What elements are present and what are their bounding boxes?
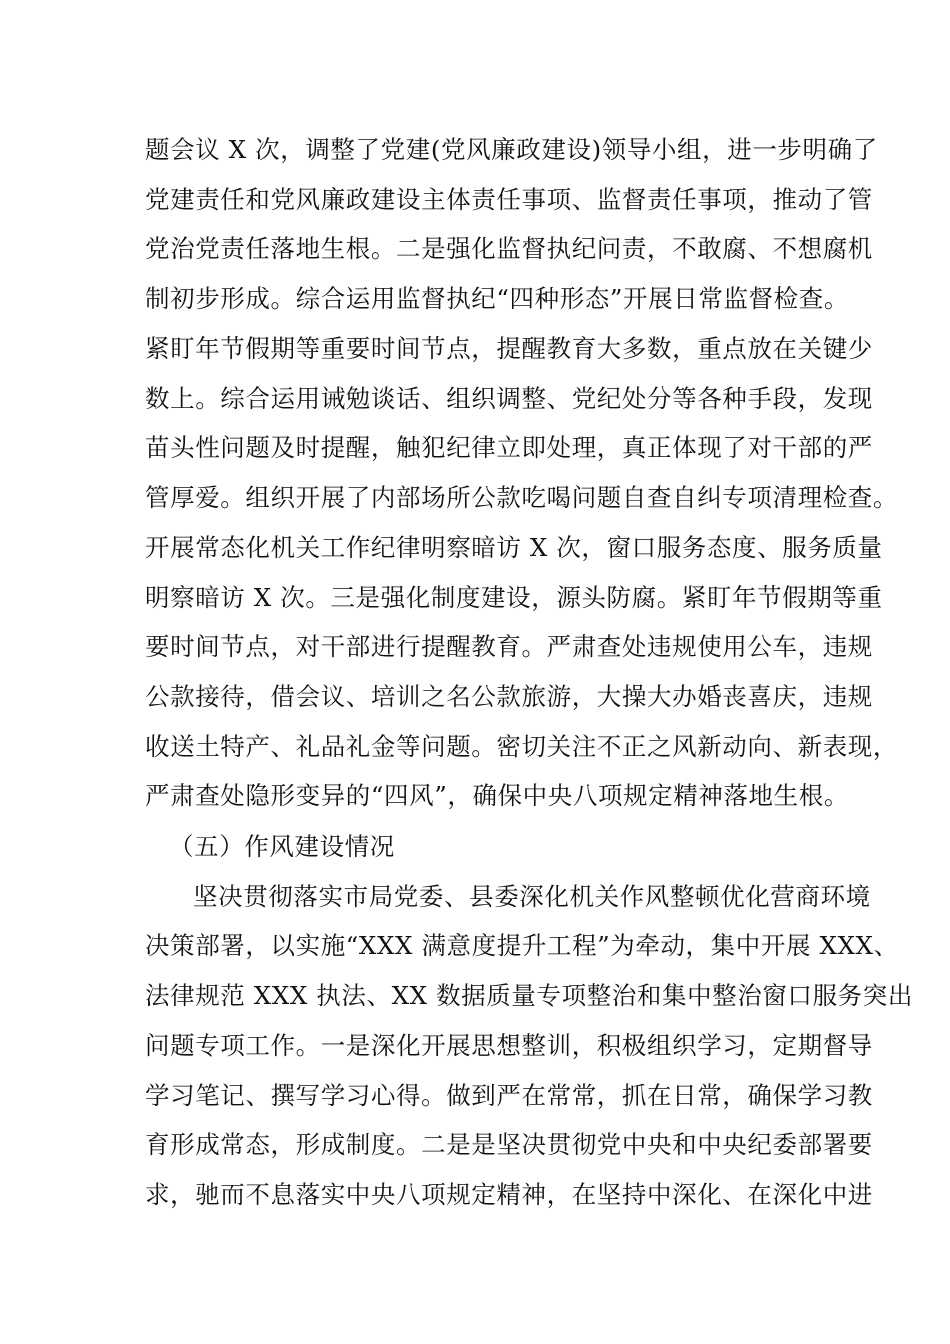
paragraph-line: 学习笔记、撰写学习心得。做到严在常常，抓在日常，确保学习教 xyxy=(145,1081,873,1110)
paragraph-line: 坚决贯彻落实市局党委、县委深化机关作风整顿优化营商环境 xyxy=(193,882,871,911)
paragraph-line: 制初步形成。综合运用监督执纪“四种形态”开展日常监督检查。 xyxy=(145,284,849,313)
paragraph-line: 数上。综合运用诫勉谈话、组织调整、党纪处分等各种手段，发现 xyxy=(145,384,873,413)
paragraph-line: 问题专项工作。一是深化开展思想整训，积极组织学习，定期督导 xyxy=(145,1031,873,1060)
paragraph-line: 党治党责任落地生根。二是强化监督执纪问责，不敢腐、不想腐机 xyxy=(145,234,873,263)
paragraph-line: 开展常态化机关工作纪律明察暗访 X 次，窗口服务态度、服务质量 xyxy=(145,533,883,562)
paragraph-line: 法律规范 XXX 执法、XX 数据质量专项整治和集中整治窗口服务突出 xyxy=(145,981,913,1010)
paragraph-line: 要时间节点，对干部进行提醒教育。严肃查处违规使用公车，违规 xyxy=(145,632,873,661)
paragraph-line: 育形成常态，形成制度。二是是坚决贯彻党中央和中央纪委部署要 xyxy=(145,1130,873,1159)
paragraph-line: 苗头性问题及时提醒，触犯纪律立即处理，真正体现了对干部的严 xyxy=(145,433,873,462)
paragraph-line: 收送土特产、礼品礼金等问题。密切关注不正之风新动向、新表现， xyxy=(145,732,898,761)
section-heading: （五）作风建设情况 xyxy=(169,832,395,861)
paragraph-line: 严肃查处隐形变异的“四风”，确保中央八项规定精神落地生根。 xyxy=(145,781,849,810)
paragraph-line: 求，驰而不息落实中央八项规定精神，在坚持中深化、在深化中进 xyxy=(145,1180,873,1209)
paragraph-line: 公款接待，借会议、培训之名公款旅游，大操大办婚丧喜庆，违规 xyxy=(145,682,873,711)
document-body xyxy=(145,0,913,1344)
paragraph-line: 明察暗访 X 次。三是强化制度建设，源头防腐。紧盯年节假期等重 xyxy=(145,583,883,612)
paragraph-line: 紧盯年节假期等重要时间节点，提醒教育大多数，重点放在关键少 xyxy=(145,334,873,363)
paragraph-line: 管厚爱。组织开展了内部场所公款吃喝问题自查自纠专项清理检查。 xyxy=(145,483,898,512)
paragraph-line: 决策部署，以实施“XXX 满意度提升工程”为牵动，集中开展 XXX、 xyxy=(145,931,899,960)
paragraph-line: 题会议 X 次，调整了党建(党风廉政建设)领导小组，进一步明确了 xyxy=(145,135,878,164)
paragraph-line: 党建责任和党风廉政建设主体责任事项、监督责任事项，推动了管 xyxy=(145,185,873,214)
